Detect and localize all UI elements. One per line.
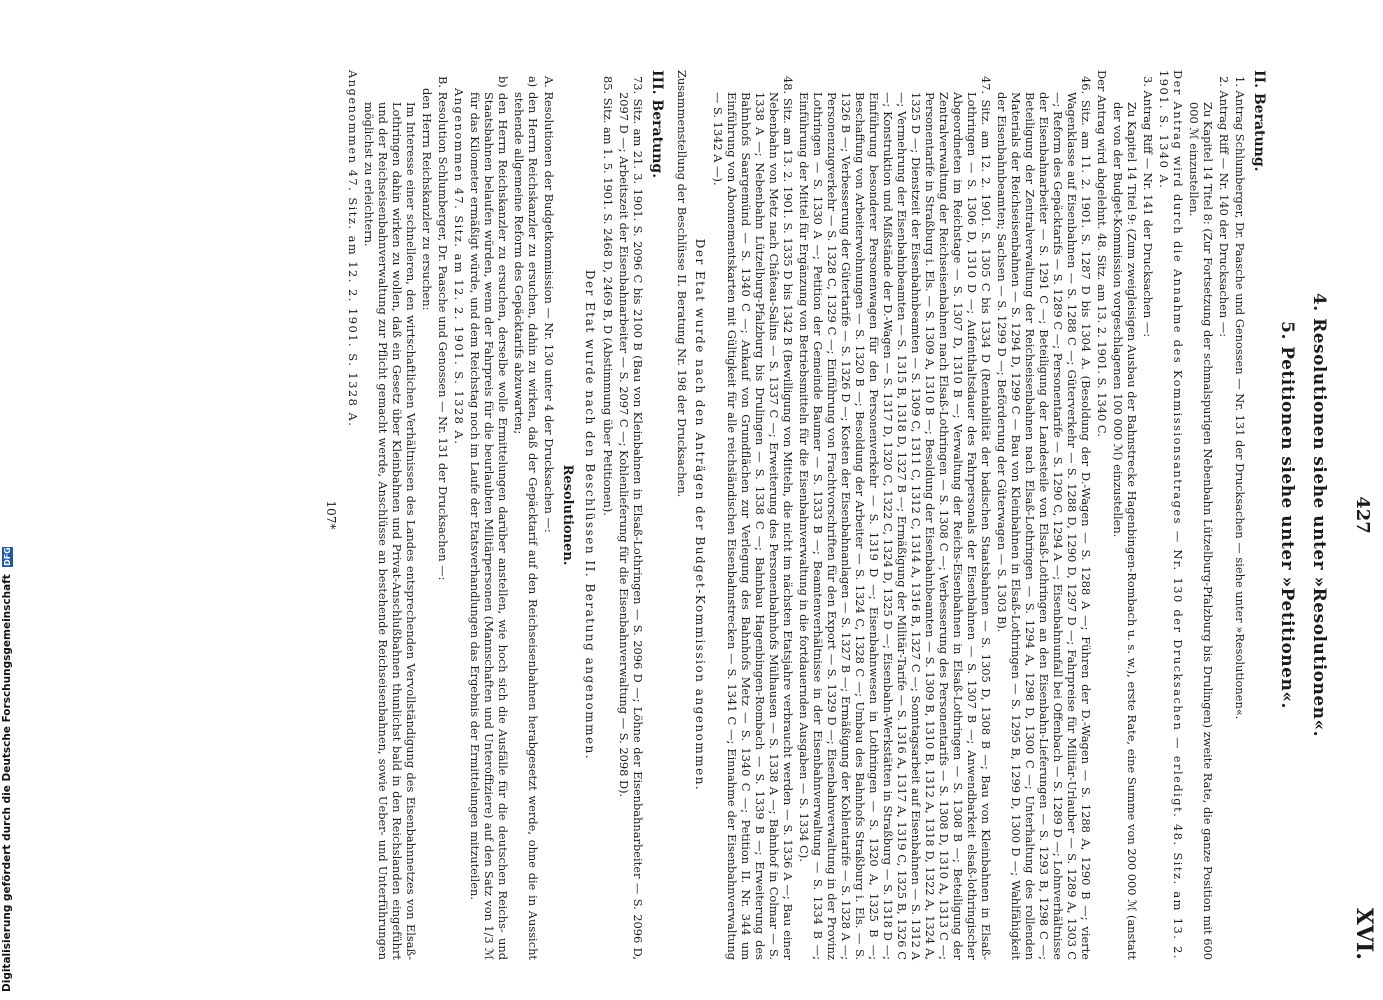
section-numeral: XVI. xyxy=(1351,907,1377,960)
antrag-1: 1. Antrag Schlumberger, Dr. Paasche und Genossen — Nr. 131 der Drucksachen — siehe unter »Resolutionen«. xyxy=(1233,76,1247,720)
sitzung-73: 73. Sitz. am 21. 3. 1901. S. 2096 C bis 2100 B (Bau von Kleinbahnen in Elsaß-Lothringen — S. 2096 D —; Löhne der Eisenbahnarbeiter — S. 2096 D, 2097 D —; Arbeitszeit der Eisenbahnarbeiter — S. 2097 C —; Kohlenlieferung für die Eisenbahnverwaltung — S. 2098 D). xyxy=(617,76,645,960)
sitzung-46: 46. Sitz. am 11. 2. 1901. S. 1287 D bis 1304 A. (Besoldung der D.-Wagen — S. 1288 A —; Führen der D.-Wagen — S. 1288 A, 1290 B —; vierte Wagenklasse auf Eisenbahnen — S. 1288 C —; Güterverkehr — S. 1288 D, 1290 D, 1297 D —; Fahrpreise für Militär-Urlauber — S. 1289 A, 1303 C —; Reform des Gepäcktarifs — S. 1289 C —; Personentarife — S. 1290 C, 1294 A —; Eisenbahnunfall bei Offenbach — S. 1289 D —; Lohnverhältnisse der Eisenbahnarbeiter — S. 1291 C —; Beteiligung der Landesteile von Elsaß-Lothringen an den Eisenbahn-Lieferungen — S. 1293 B, 1298 C —; Beteiligung der Zentralverwaltung der Reichseisenbahnen nach Elsaß-Lothringen — S. 1294 A, 1298 D, 1300 C —; Unterhaltung des rollenden Materials der Reichseisenbahnen — S. 1294 D, 1299 C — Bau von Kleinbahnen in Elsaß-Lothringen — S. 1295 B, 1299 D, 1300 D —; Wahlfähigkeit der Eisenbahnbeamten; Sachsen — S. 1299 D —; Beförderung der Güterwagen — S. 1303 B). xyxy=(995,76,1093,960)
etat-accepted: Der Etat wurde nach den Anträgen der Budget-Kommission angenommen. xyxy=(693,238,707,792)
page-marker: 107* xyxy=(324,500,338,530)
zusammenstellung: Zusammenstellung der Beschlüsse II. Beratung Nr. 198 der Drucksachen. xyxy=(675,70,689,498)
sitzung-47: 47. Sitz. am 12. 2. 1901. S. 1305 C bis 1334 D (Rentabilität der badischen Staatsbahnen — S. 1305 D, 1308 B —; Bau von Kleinbahnen in Elsaß-Lothringen — S. 1306 D, 1310 D —; Aufenthaltsdauer des Fahrpersonals der Eisenbahnen — S. 1307 B —; Anwendbarkeit elsaß-lothringischer Abgeordneten im Reichstage — S. 1307 D, 1310 B —; Verwaltung der Reichs-Eisenbahnen in Elsaß-Lothringen — S. 1308 B —; Beteiligung der Zentralverwaltung der Reichseisenbahnen nach Elsaß-Lothringen — S. 1308 C —; Verbesserung des Personentarifs — S. 1308 D, 1310 A, 1313 C —; Personentarife in Straßburg i. Els. — S. 1309 A, 1310 B —; Besoldung der Eisenbahnbeamten — S. 1309 B, 1310 B, 1312 A, 1318 D, 1322 A, 1324 A, 1325 D —; Dienstzeit der Eisenbahnbeamten — S. 1309 C, 1311 C, 1312 C, 1314 A, 1316 B, 1327 C —; Sonntagsarbeit auf Eisenbahnen — S. 1312 A —; Vermehrung der Eisenbahnbeamten — S. 1315 B, 1318 D, 1327 B —; Ermäßigung der Militär-Tarife — S. 1316 A, 1317 A, 1319 C, 1325 B, 1326 C —; Konstruktion und Mißstände der D.-Wagen — S. 1317 D, 1320 C, 1322 C, 1324 D, 1325 D —; Eisenbahn-Werkstätten in Straßburg — S. 1318 D —; Einführung besonderer Personenwagen für den Personenverkehr — S. 1319 D —; Eisenbahnwesen in Lothringen — S. 1320 A, 1325 B —; Beschaffung von Arbeiterwohnungen — S. 1320 B —; Besoldung der Arbeiter — S. 1324 C, 1328 C —; Umbau des Bahnhofs Straßburg i. Els. — S. 1326 B —; Verbesserung der Gütertarife — S. 1326 D —; Kosten der Eisenbahnanlagen — S. 1327 B —; Ermäßigung der Kohlentarife — S. 1328 A —; Personenzugverkehr — S. 1328 C, 1329 C —; Einführung von Frachtvorschriften für den Export — S. 1329 D —; Eisenbahnverwaltung in der Provinz Lothringen — S. 1330 A —; Petition der Gemeinde Baumer — S. 1333 B —; Beamtenverhältnisse in der Eisenbahnverwaltung — S. 1334 B —; Einführung der Mittel für Ergänzung von Betriebsmitteln für die Eisenbahnverwaltung in die fortdauernden Ausgaben — S. 1334 C). xyxy=(797,76,993,960)
sitzung-85: 85. Sitz. am 1. 5. 1901. S. 2468 D, 2469 B, D (Abstimmung über Petitionen). xyxy=(601,76,615,516)
antrag-3: 3. Antrag Riff — Nr. 141 der Drucksachen —: xyxy=(1141,76,1155,338)
heading-resolutionen: Resolutionen. xyxy=(560,464,575,566)
resolution-b-intro: den Herrn Reichskanzler zu ersuchen: xyxy=(420,88,434,311)
digitization-notice xyxy=(1,547,13,992)
heading-iii-beratung: III. Beratung. xyxy=(649,70,665,179)
resolution-b-text: Im Interesse einer schnelleren, den wirtschaftlichen Verhältnissen des Landes entsprechenden Vervollständigung des Eisenbahnnetzes von Elsaß-Lothringen dahin wirken zu wollen, daß ein Gesetz über Kleinbahnen und Privat-Anschlußbahnen thunlichst bald in den Reichslanden eingeführt und der Reichseisenbahnverwaltung zur Pflicht gemacht werde, Anschlüsse an bestehende Reichseisenbahnen, sowie Ueber- und Unterführungen möglichst zu erleichtern. xyxy=(362,102,418,960)
resolution-b-title: B. Resolution Schlumberger, Dr. Paasche und Genossen — Nr. 131 der Drucksachen —: xyxy=(436,76,450,581)
antrag-3-text: Zu Kapitel 14 Titel 9: (Zum zweigleisigen Ausbau der Bahnstrecke Hagenbingen-Rombach u. s. w.), erste Rate, eine Summe von 200 000 ℳ (anstatt der von der Budget-Kommission vorgeschlagenen 100 000 ℳ) einzustellen. xyxy=(1111,102,1139,960)
etat-accepted-iii: Der Etat wurde nach den Beschlüssen II. Beratung angenommen. xyxy=(583,269,597,761)
title-petitionen: 5. Petitionen siehe unter »Petitionen«. xyxy=(1277,321,1297,709)
page-number: 427 xyxy=(1352,496,1373,534)
digitization-footer xyxy=(0,0,14,1000)
antrag-2: 2. Antrag Riff — Nr. 140 der Drucksachen —: xyxy=(1217,76,1231,338)
resolution-b-accepted: Angenommen 47. Sitz. am 12. 2. 1901. S. 1328 A. xyxy=(346,70,360,428)
page-header xyxy=(1341,70,1377,960)
antrag-3-result: Der Antrag wird abgelehnt. 48. Sitz. am 13. 2. 1901. S. 1340 C. xyxy=(1095,70,1109,437)
resolution-a-item-b: b) den Herrn Reichskanzler zu ersuchen, derselbe wolle Ermittelungen darüber anstellen, wie hoch sich die Ausfälle für die deutschen Reichs- und Staatsbahnen belaufen würden, wenn der Fahrpreis für die beurlaubten Militärpersonen (Mannschaften und Unteroffiziere) auf den Satz von 1/3 ℳ für das Kilometer ermäßigt würde, und dem Reichstag noch im Laufe der Etatsverhandlungen das Ergebnis der Ermittelungen mitzuteilen. xyxy=(468,76,510,960)
dfg-logo-icon: DFG xyxy=(2,547,12,566)
heading-ii-beratung: II. Beratung. xyxy=(1251,70,1267,172)
sitzung-48: 48. Sitz. am 13. 2. 1901. S. 1335 D bis 1342 B (Bewilligung von Mitteln, die nicht im nächsten Etatsjahre verbraucht werden — S. 1336 A —; Bau einer Nebenbahn von Metz nach Château-Salins — S. 1337 C —; Erweiterung des Personenbahnhofs Mülhausen — S. 1338 A —; Bahnhof in Colmar — S. 1338 A —; Nebenbahn Lützelburg-Pfalzburg bis Drulingen — S. 1338 C —; Bahnbau Hagenbingen-Rombach — S. 1339 B —; Erweiterung des Bahnhofs Saargemünd — S. 1340 C —; Ankauf von Grundflächen zur Verlegung des Bahnhofs Metz — S. 1340 C —; Petition II. Nr. 344 um Einführung von Abonnementskarten mit Gültigkeit für alle reichsländischen Eisenbahnstrecken — S. 1341 C —; Einnahme der Eisenbahnverwaltung — S. 1342 A —). xyxy=(711,76,795,960)
antrag-2-result: Der Antrag wird durch die Annahme des Kommissionsantrages — Nr. 130 der Drucksachen — erledigt. 48. Sitz. am 13. 2. 1901. S. 1340 A. xyxy=(1157,70,1185,960)
resolution-a-accepted: Angenommen 47. Sitz. am 12. 2. 1901. S. 1328 A. xyxy=(452,88,466,446)
resolution-a-item-a: a) den Herrn Reichskanzler zu ersuchen, dahin zu wirken, daß der Gepäcktarif auf den Reichseisenbahnen herabgesetzt werde, ohne die in Aussicht stehende allgemeine Reform des Gepäcktarifs abzuwarten; xyxy=(512,76,540,960)
title-resolutionen: 4. Resolutionen siehe unter »Resolutionen«. xyxy=(1309,292,1329,738)
digitization-text: Digitalisierung gefördert durch die Deutsche Forschungsgemeinschaft xyxy=(1,574,13,992)
resolution-a-title: A. Resolutionen der Budgetkommission — Nr. 130 unter 4 der Drucksachen —: xyxy=(542,76,556,533)
antrag-2-text: Zu Kapitel 14 Titel 8: (Zur Fortsetzung der schmalspurigen Nebenbahn Lützelburg-Pfalzburg bis Drulingen) zweite Rate, die ganze Position mit 600 000 ℳ einzustellen. xyxy=(1187,102,1215,960)
